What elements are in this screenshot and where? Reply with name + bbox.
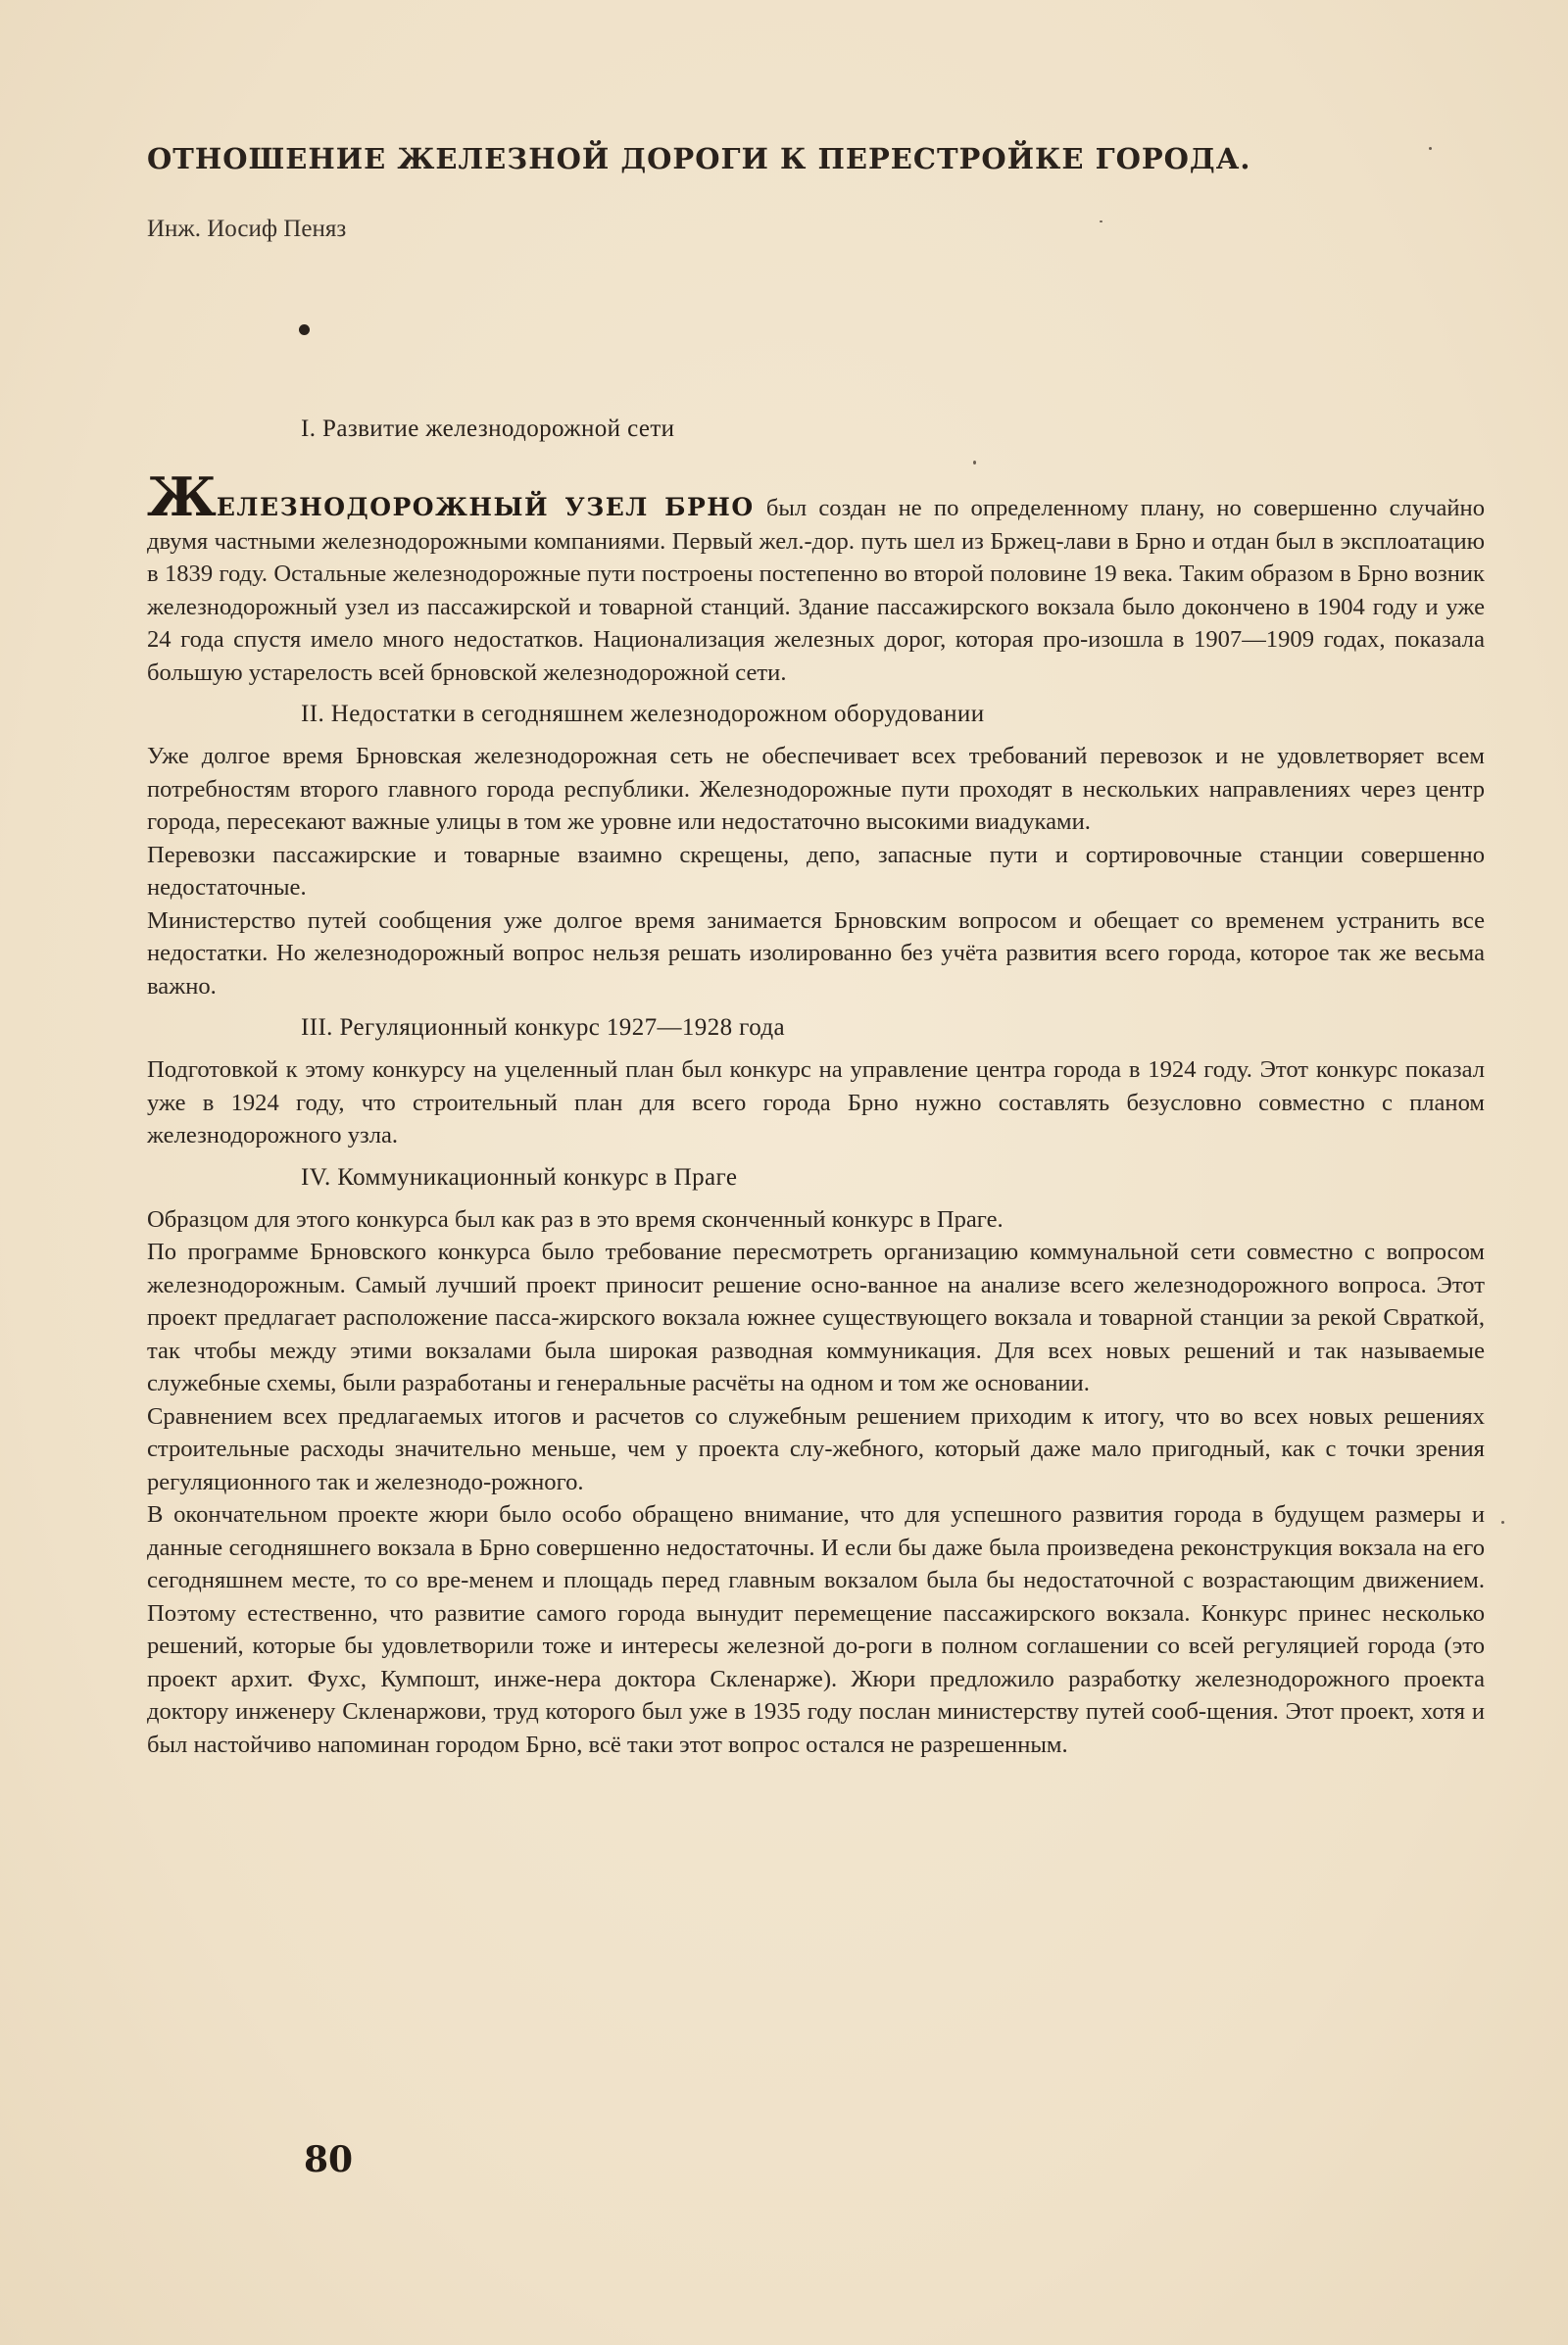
article-author: Инж. Иосиф Пеняз [147,216,347,242]
section-2-paragraph-1: Уже долгое время Брновская железнодорожная сеть не обеспечивает всех требований перевозок и не удовлетворяет всем потребностям второго главного города республики. Железнодорожные пути проходят в нескольких направлениях через центр города, пересекают важные улицы в том же уровне или недостаточно высокими виадуками. [147,743,1485,835]
section-3-paragraph-1: Подготовкой к этому конкурсу на уцеленный план был конкурс на управление центра города в 1924 году. Этот конкурс показал уже в 1924 году, что строительный план для всего города Брно нужно составлять безусловно совместно с планом железнодорожного узла. [147,1056,1485,1148]
section-4-paragraph-2: По программе Брновского конкурса было требование пересмотреть организацию коммунальной сети совместно с вопросом железнодорожным. Самый лучший проект приносит решение осно-ванное на анализе всего железнодорожного вопроса. Этот проект предлагает расположение пасса-жирского вокзала южнее существующего вокзала и товарной станции за рекой Свраткой, так чтобы между этими вокзалами была широкая разводная коммуникация. Для всех новых решений и так называемые служебные схемы, были разработаны и генеральные расчёты на одном и том же основании. [147,1239,1485,1396]
article-title: ОТНОШЕНИЕ ЖЕЛЕЗНОЙ ДОРОГИ К ПЕРЕСТРОЙКЕ ГОРОДА. [147,142,1251,175]
page-number: 80 [304,2139,354,2180]
section-4-paragraph-1: Образцом для этого конкурса был как раз в это время сконченный конкурс в Праге. [147,1205,1004,1233]
print-speck [1501,1521,1504,1524]
section-heading-2: II. Недостатки в сегодняшнем железнодорожном оборудовании [301,701,985,727]
lead-in-text: ЕЛЕЗНОДОРОЖНЫЙ УЗЕЛ БРНО [216,493,755,521]
section-2-paragraph-3: Министерство путей сообщения уже долгое время занимается Брновским вопросом и обещает со временем устранить все недостатки. Но железнодорожный вопрос нельзя решать изолированно без учёта развития всего города, которое так же весьма важно. [147,906,1485,1000]
section-heading-4: IV. Коммуникационный конкурс в Праге [301,1163,738,1191]
section-4-paragraph-4: В окончательном проекте жюри было особо обращено внимание, что для успешного развития города в будущем размеры и данные сегодняшнего вокзала в Брно совершенно недостаточны. И если бы даже была произведена реконструкция вокзала на его сегодняшнем месте, то со вре-менем и площадь перед главным вокзалом была бы недостаточной с возрастающим движением. Поэтому естественно, что развитие самого города вынудит перемещение пассажирского вокзала. Конкурс принес несколько решений, которые бы удовлетворили тоже и интересы железной до-роги в полном соглашении со всей регуляцией города (это проект архит. Фухс, Кумпошт, инже-нера доктора Скленарже). Жюри предложило разработку железнодорожного проекта доктору инженеру Скленаржови, труд которого был уже в 1935 году послан министерству путей сооб-щения. Этот проект, хотя и был настойчиво напоминан городом Брно, всё таки этот вопрос остался не разрешенным. [147,1501,1485,1758]
drop-cap: Ж [147,465,217,528]
section-2-paragraph-2: Перевозки пассажирские и товарные взаимно скрещены, депо, запасные пути и сортировочные станции совершенно недостаточные. [147,841,1485,901]
section-heading-3: III. Регуляционный конкурс 1927—1928 года [301,1014,785,1041]
section-heading-1: I. Развитие железнодорожной сети [301,415,675,442]
bullet-mark [299,324,310,335]
section-4-paragraph-3: Сравнением всех предлагаемых итогов и расчетов со служебным решением приходим к итогу, что во всех новых решениях строительные расходы значительно меньше, чем у проекта слу-жебного, который даже мало пригодный, как с точки зрения регуляционного так и железнодо-рожного. [147,1402,1485,1495]
paragraph-text: был создан не по определенному плану, но совершенно случайно двумя частными железнодорожными компаниями. Первый жел.-дор. путь шел из Бржец-лави в Брно и отдан был в эксплоатацию в 1839 году. Остальные железнодорожные пути построены постепенно во второй половине 19 века. Таким образом в Брно возник железнодорожный узел из пассажирской и товарной станций. Здание пассажирского вокзала было докончено в 1904 году и уже 24 года спустя имело много недостатков. Национализация железных дорог, которая про-изошла в 1907—1909 годах, показала большую устарелость всей брновской железнодорожной сети. [147,495,1485,686]
print-speck [1100,220,1102,222]
section-1-paragraph [147,465,1485,689]
article-body [147,410,1485,1761]
